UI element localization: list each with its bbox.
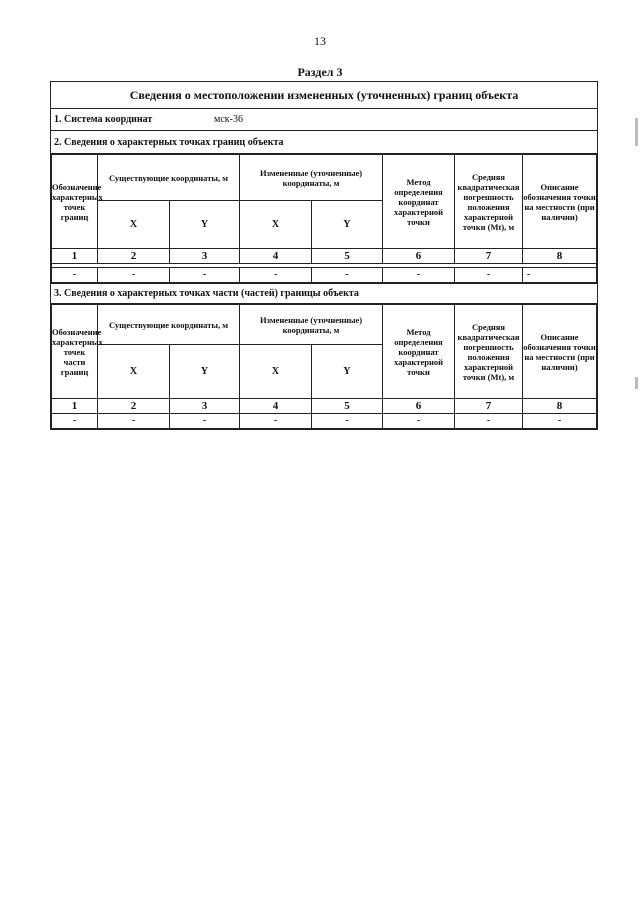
empty-cell: - [98, 268, 170, 283]
empty-cell: - [170, 268, 240, 283]
scan-mark [635, 377, 638, 389]
col-number: 6 [383, 399, 455, 414]
col-point-header: Обозначение характерных точек границ [52, 155, 98, 249]
table-row [52, 268, 597, 283]
col-number: 3 [170, 399, 240, 414]
col-error-header: Средняя квадратическая погрешность положения характерной точки (Mt), м [455, 155, 523, 249]
empty-cell: - [240, 414, 312, 429]
col-method-header: Метод определения координат характерной точки [383, 305, 455, 399]
col-number: 5 [312, 399, 383, 414]
col-number: 2 [98, 399, 170, 414]
empty-cell: - [98, 414, 170, 429]
coord-system-row [51, 109, 597, 131]
table-row [52, 155, 597, 201]
col-number: 7 [455, 399, 523, 414]
empty-cell: - [52, 268, 98, 283]
col-error-header: Средняя квадратическая погрешность положения характерной точки (Mt), м [455, 305, 523, 399]
x-changed-header: X [240, 345, 312, 399]
empty-cell: - [240, 268, 312, 283]
table-title: Сведения о местоположении измененных (уточненных) границ объекта [51, 82, 597, 109]
table-row-numbers [52, 249, 597, 264]
col-desc-header: Описание обозначения точки на местности (при наличии) [523, 155, 597, 249]
section-title: Раздел 3 [297, 65, 343, 79]
col-point-header: Обозначение характерных точек части границ [52, 305, 98, 399]
col-number: 8 [523, 249, 597, 264]
table-row-numbers [52, 399, 597, 414]
col-method-header: Метод определения координат характерной точки [383, 155, 455, 249]
block3-heading: 3. Сведения о характерных точках части (частей) границы объекта [51, 283, 597, 304]
empty-cell: - [523, 268, 597, 283]
col-existing-header: Существующие координаты, м [98, 155, 240, 201]
empty-cell: - [170, 414, 240, 429]
col-number: 3 [170, 249, 240, 264]
coord-system-label: 1. Система координат [54, 114, 153, 125]
coord-system-value: мск-36 [214, 114, 243, 125]
empty-cell: - [52, 414, 98, 429]
table-row [52, 414, 597, 429]
page-number: 13 [314, 34, 326, 48]
empty-cell: - [523, 414, 597, 429]
empty-cell: - [312, 268, 383, 283]
y-changed-header: Y [312, 345, 383, 399]
col-number: 4 [240, 399, 312, 414]
x-existing-header: X [98, 201, 170, 249]
col-number: 4 [240, 249, 312, 264]
col-number: 5 [312, 249, 383, 264]
col-number: 7 [455, 249, 523, 264]
col-changed-header: Измененные (уточненные) координаты, м [240, 155, 383, 201]
block2-table [51, 154, 597, 283]
scan-mark [635, 118, 638, 146]
col-changed-header: Измененные (уточненные) координаты, м [240, 305, 383, 345]
x-changed-header: X [240, 201, 312, 249]
col-number: 2 [98, 249, 170, 264]
empty-cell: - [383, 414, 455, 429]
empty-cell: - [383, 268, 455, 283]
boundary-table [50, 81, 598, 430]
col-desc-header: Описание обозначения точки на местности (при наличии) [523, 305, 597, 399]
col-number: 8 [523, 399, 597, 414]
empty-cell: - [455, 414, 523, 429]
y-existing-header: Y [170, 345, 240, 399]
col-number: 1 [52, 249, 98, 264]
col-number: 1 [52, 399, 98, 414]
y-changed-header: Y [312, 201, 383, 249]
block2-heading: 2. Сведения о характерных точках границ объекта [51, 131, 597, 154]
y-existing-header: Y [170, 201, 240, 249]
x-existing-header: X [98, 345, 170, 399]
col-existing-header: Существующие координаты, м [98, 305, 240, 345]
table-row [52, 305, 597, 345]
block3-table [51, 304, 597, 429]
empty-cell: - [312, 414, 383, 429]
col-number: 6 [383, 249, 455, 264]
empty-cell: - [455, 268, 523, 283]
